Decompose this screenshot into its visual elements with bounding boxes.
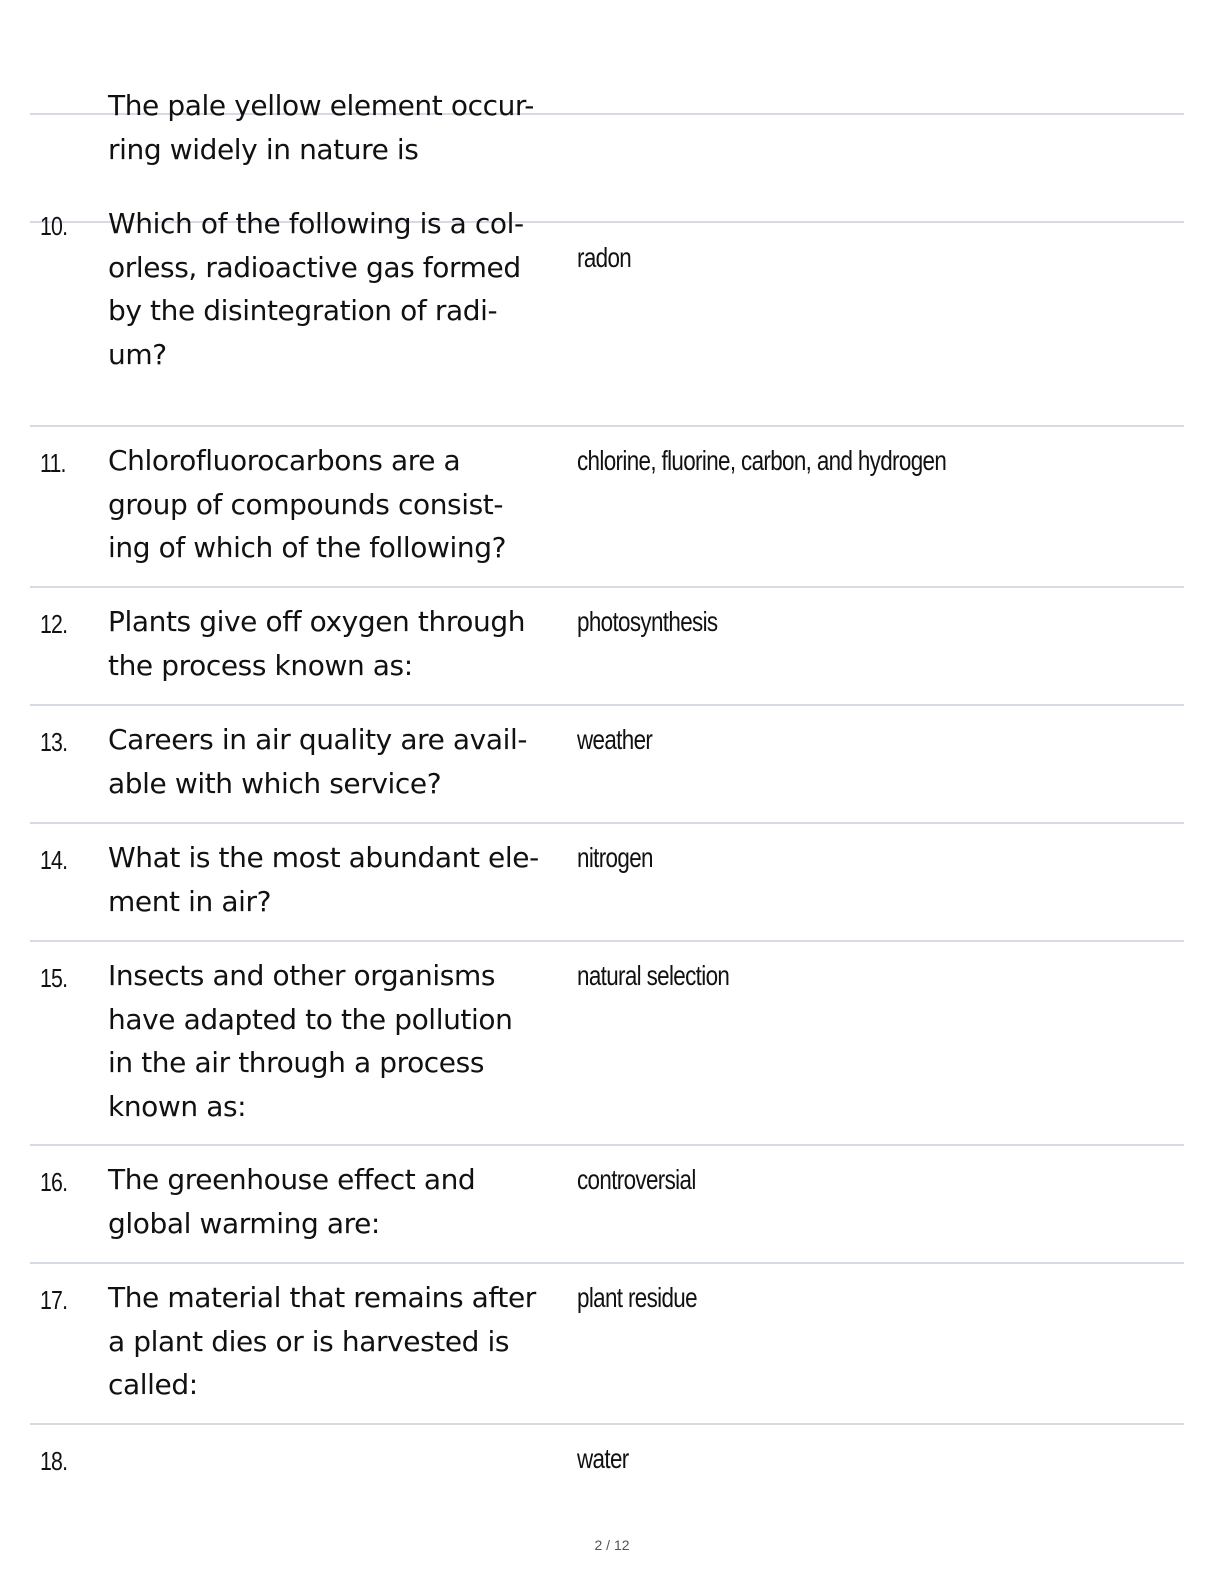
row-divider: [30, 1262, 1184, 1264]
item-number: 13.: [40, 727, 68, 757]
answer-text: natural selection: [577, 960, 730, 991]
question-text: What is the most abundant ele- ment in air?: [108, 841, 539, 918]
question-text: Insects and other organisms have adapted to the pollution in the air through a process known as:: [108, 959, 513, 1123]
page-indicator: 2 / 12: [594, 1537, 630, 1553]
item-number: 14.: [40, 845, 68, 875]
answer-text: controversial: [577, 1164, 696, 1195]
item-number: 17.: [40, 1285, 68, 1315]
answer-text: weather: [577, 724, 653, 755]
row-divider: [30, 1144, 1184, 1146]
question-text: Chlorofluorocarbons are a group of compounds consist- ing of which of the following?: [108, 444, 507, 564]
answer-text: nitrogen: [577, 842, 653, 873]
answer-text: plant residue: [577, 1282, 697, 1313]
question-text: The material that remains after a plant dies or is harvested is called:: [108, 1281, 536, 1401]
item-number: 12.: [40, 609, 68, 639]
question-text: Plants give off oxygen through the process known as:: [108, 605, 526, 682]
answer-text: water: [577, 1443, 629, 1474]
row-divider: [30, 822, 1184, 824]
row-divider: [30, 425, 1184, 427]
row-divider: [30, 704, 1184, 706]
question-text: Which of the following is a col- orless, radioactive gas formed by the disintegration of radi- um?: [108, 207, 524, 371]
item-number: 11.: [40, 448, 66, 478]
item-number: 15.: [40, 963, 68, 993]
question-text: Careers in air quality are avail- able with which service?: [108, 723, 528, 800]
row-divider: [30, 940, 1184, 942]
item-number: 16.: [40, 1167, 68, 1197]
question-text: The greenhouse effect and global warming are:: [108, 1163, 476, 1240]
row-divider: [30, 586, 1184, 588]
answer-text: radon: [577, 242, 632, 273]
row-divider: [30, 1423, 1184, 1425]
item-number: 10.: [40, 211, 68, 241]
answer-text: photosynthesis: [577, 606, 718, 637]
answer-text: chlorine, fluorine, carbon, and hydrogen: [577, 445, 947, 476]
question-text: The pale yellow element occur- ring widely in nature is: [108, 89, 534, 166]
item-number: 18.: [40, 1446, 68, 1476]
